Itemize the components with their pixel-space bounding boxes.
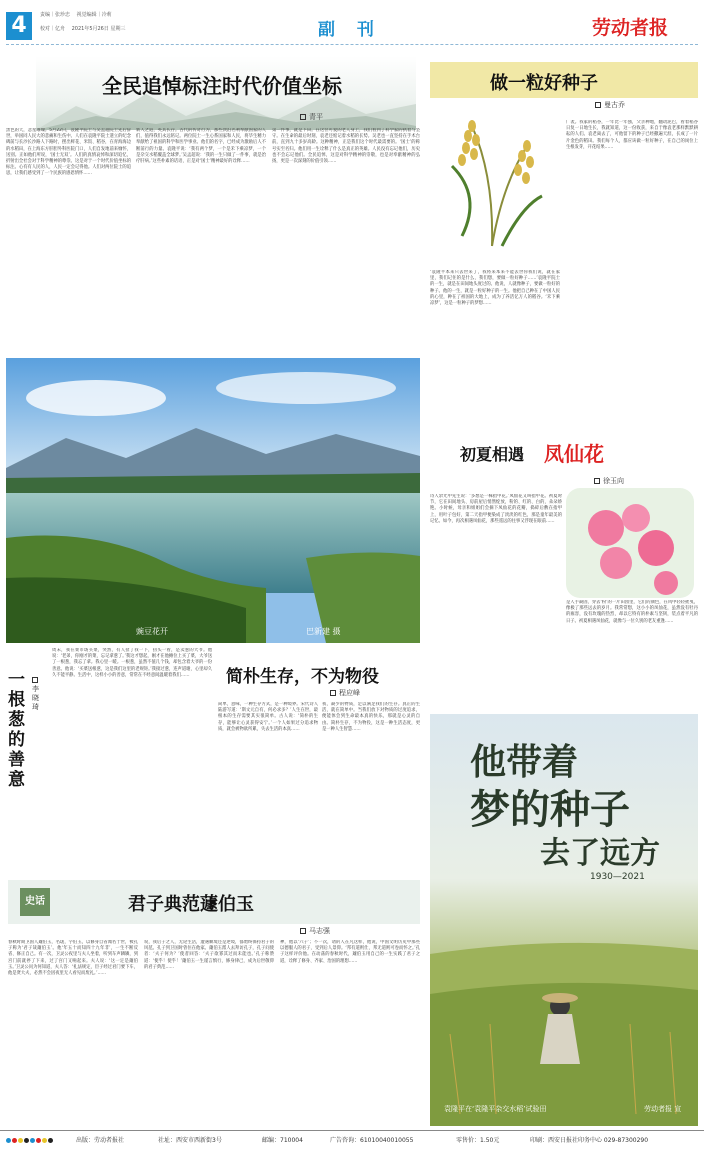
article2-col2: 广袤。我家的稻谷，一年比一年强，父亲种地，翻动泥巴，看着稻谷日复一日地生长，我就知道，这一份收获，来自于像袁老那样默默耕耘的人们。袁老离去了，可他留下的种子已经撒遍天涯，长成了一片片金色的稻田。我们每个人，都应该做一粒好种子，在自己的岗位上生根发芽，开花结果…… <box>566 120 698 150</box>
footer-postcode: 邮编：710004 <box>262 1137 303 1144</box>
article6-col1: 春秋时期卫国人蘧伯玉，名瑗，字伯玉，以修身自省闻名于世，被孔子称为‘君子哉蘧伯玉’。他‘年五十而知四十九年非’，一生不断反省、修正自己。有一次，卫灵公夜里与夫人坐着，听到车声辚辚，到宫门前就停了下来，过了宫门又响起来。夫人说：‘这一定是蘧伯玉。’卫灵公问为何知道，夫人答：‘礼法规定，臣子经过君门要下车，他是贤大夫，必然不会因夜里无人看见而废礼。’…… <box>8 940 138 977</box>
footer-price: 零售价：1.50元 <box>456 1137 500 1144</box>
article1-author: 青平 <box>309 113 323 121</box>
section-title: 副 刊 <box>318 20 382 40</box>
poster-line3: 去了远方 <box>540 836 660 871</box>
article3-author: 徐玉向 <box>603 477 624 485</box>
poster-credit: 劳动者报 宣 <box>644 1105 682 1113</box>
page-footer <box>0 1130 704 1152</box>
article3-col2: 是人手凝固，穿去‘粉’的一片田园里，它们的颜色，在风中轻轻摇曳，像极了那些远去的岁月。我常常想，这小小的凤仙花，虽然没有牡丹的雍容，没有玫瑰的热烈，却以它特有的朴素与坚韧，装点着平凡的日子。初夏相遇凤仙花，就像与一位久别的老友重逢…… <box>566 600 698 624</box>
article3-title-b: 凤仙花 <box>544 442 604 466</box>
article3-title-block <box>440 436 690 470</box>
article2-banner <box>430 62 698 98</box>
article1-col2: 新人之道，英其长存。古代的传奇行为，那些淡泊名利奉献国家的人们，值得我们永远铭记。两位院士一生心系国家和人民，将毕生精力奉献给了祖国的科学和医学事业。他们的名字，已经成为激励后人不断前行的力量。袁隆平说：‘我有两个梦，一个是禾下乘凉梦，一个是杂交水稻覆盖全球梦。’吴孟超说：‘我的一生只做了一件事，就是治疗肝病。’这些朴素的话语，正是对‘国士’精神最好的诠释…… <box>136 128 266 165</box>
article1-col1: 黑色的天，悲星璀璨。5月22日，袁隆平院士与吴孟超院士先后辞世，举国同人民大的悲痛和生伤中。人们在袁隆平院士遗立的纪念碑前与长沙长沙路人下路时，摆出鲜花、米饭、稻谷，在青海海边的水稻田，在上海东方肝胆外科医院门口，人们自发地前来缅怀，送别。正如他们所说，‘国士无双’。人们的真情哀悼和深切追忆，折射出全社会对于科学精神的尊崇。这是对于一个时代价值坐标的标注。心有有人民的人，人民一定会记得他。人们对两位院士的追思，让我们感受到了一个民族的感恩情怀…… <box>6 128 131 177</box>
article6-author: 马志强 <box>309 927 330 935</box>
page-number: 4 <box>6 12 32 40</box>
header-rule <box>6 44 698 45</box>
rice-illustration <box>432 96 552 256</box>
byline-box-icon <box>32 677 38 683</box>
tribute-poster <box>430 714 698 1126</box>
footer-phone: 广告咨询：61010040010055 <box>330 1137 414 1144</box>
paper-name: 劳动者报 <box>592 17 669 39</box>
flower-art <box>566 488 694 598</box>
lake-scene <box>6 358 420 643</box>
article2-title: 做一粒好种子 <box>490 73 598 94</box>
article4-title: 一根葱的善意 <box>8 670 25 790</box>
byline-box-icon <box>300 114 306 120</box>
poster-line1: 他带着 <box>470 741 579 783</box>
byline-box-icon <box>300 928 306 934</box>
article5-title: 简朴生存，不为物役 <box>226 667 379 687</box>
article4-author: 李晓琦 <box>32 685 39 711</box>
proof-date: 校对｜亿舟 2021年5月26日 星期三 <box>40 26 126 32</box>
article5-col2: 我，凝少的物质，足以满足我们的生存。真正的生活，就在简单中。当我们放下对物质的过度追求，便能体会到生命最本真的快乐，那就是心灵的自由。简朴生存，不为物役，这是一种生活态度，更是一种人生智慧…… <box>322 702 420 732</box>
poster-line2: 梦的种子 <box>470 786 630 833</box>
article5-byline <box>330 688 360 698</box>
byline-box-icon <box>330 690 336 696</box>
article1-banner <box>36 56 416 130</box>
article6-col3: 神，他以‘六子’；不一次，请的人在凡这样，他说，中国文明历史中那些以德服人的君子，受到后人景仰。‘邦有道则仕，邦无道则可卷而怀之。’孔子这样评价他。在动荡的春秋时代，蘧伯玉用自己的一生实践了君子之道，诠释了修身、齐家、治国的理想…… <box>280 940 420 964</box>
editor-credit: 责编｜张珍忠 视觉编辑｜冷莉 <box>40 12 112 18</box>
article5-author: 程应峰 <box>339 689 360 697</box>
byline-box-icon <box>594 478 600 484</box>
lake-photo <box>6 358 420 643</box>
article2-col1: ‘袁隆平本来只去世来了，我将来本来不能去世你我们说，就在家里，我们记住的是什么，我们想，要做一粒好种子……’袁隆平院士的一生，就是在田间地头度过的。他说，人就像种子，要做一粒好的种子。他的一生，就是一粒好种子的一生。他把自己种在了中国人民的心里，种在了祖国的大地上，成为了养活亿万人的稻谷。‘禾下乘凉梦’，这是一粒种子的梦想…… <box>430 270 560 307</box>
article6-col2: 说，我后子之人，无论生活，遭遇顺境还是逆境，都始终保持君子的风范。孔子到卫国时曾住在他家。蘧伯玉派人去拜访孔子，孔子问使者：‘夫子何为？’使者回答：‘夫子欲寡其过而未能也。’孔子称赞道：‘使乎！使乎！’蘧伯玉一生谨言慎行，修身律己，成为后世敬仰的君子典范…… <box>144 940 274 970</box>
poster-caption: 袁隆平在‘袁隆平杂交水稻’试验田 <box>444 1105 547 1113</box>
article2-author: 曼古乔 <box>604 101 625 109</box>
photo1-credit: 巴新建 摄 <box>306 627 341 636</box>
article2-byline <box>595 100 625 110</box>
poster-years: 1930—2021 <box>590 872 645 882</box>
article6-title: 君子典范蘧伯玉 <box>128 894 254 915</box>
photo1-caption: 豌豆花开 <box>136 627 168 636</box>
balsam-flower-photo <box>566 488 694 598</box>
article1-col3: 第一件事，就是下田。在这位可爱的老人身上，我们看到了科学家的执着与坚守。在生命的最后时刻，袁老还惦记着水稻的长势。吴老也一直坚持在手术台前，直到九十多岁高龄。这种精神，正是我们这个时代最需要的。‘国士’的称号实至名归。他们用一生诠释了什么是真正的英雄。人民没有忘记他们，历史也不会忘记他们。全民追悼，这是对科学精神的崇敬，也是对奉献精神的弘扬，更是一次深刻的价值引领…… <box>272 128 420 165</box>
history-tag: 史话 <box>20 888 50 916</box>
byline-box-icon <box>595 102 601 108</box>
article1-byline <box>300 112 323 122</box>
footer-publisher: 出版：劳动者报社 <box>76 1137 125 1144</box>
article3-byline <box>594 476 624 486</box>
article3-title-a: 初夏相遇 <box>460 445 525 464</box>
article1-title: 全民追悼标注时代价值坐标 <box>102 74 342 98</box>
article5-col1: 简单，意味，一种生存方式，是一种境界。宋代诗人陆游写道：‘斯文元自有，何必求多？’人生在世，最根本的生存需要其实很简单。古人说：‘简朴的生存，能够让心灵获得安宁。’一个人如果过分追求物质，就会被物欲所累，失去生活的本真…… <box>218 702 318 732</box>
field-scene <box>430 914 698 1126</box>
article4-byline <box>32 676 42 712</box>
article6-banner <box>8 880 420 924</box>
footer-address: 社址：西安市西新街3号 <box>158 1137 222 1144</box>
article4-col1: 周末，我在菜市场买菜，突然，有人扯了我一下，扭头一看，是卖葱的大爷。他说：‘老弟，你刚才的菜，忘记拿葱了。’我这才想起，刚才在他摊位上买了菜，大爷送了一根葱，我忘了拿。我心里一暖。一根葱，虽然不值几个钱，却包含着大爷的一份善意。他说：‘买菜送根葱，这是我们这里的老规矩。’我接过葱，连声道谢，心里却久久不能平静。生活中，这样小小的善意，常常在不经意间温暖着我们…… <box>52 648 212 678</box>
article3-col1: 诗人余光中先生说：‘多想是一株指甲花。’凤仙花又叫指甲花。初夏时节，它在田间地头、房前屋后悄然绽放，粉的、红的、白的，朵朵娇艳。小时候，母亲和姐姐们会摘下凤仙花的花瓣，捣碎后敷在指甲上，用叶子包好，第二天指甲便染成了淡淡的红色，那是童年最美的记忆。如今，再次相遇凤仙花，那些遥远的往事又浮现在眼前…… <box>430 494 562 524</box>
masthead <box>0 0 704 52</box>
footer-printer: 印刷：西安日报社印务中心 029-87300290 <box>530 1137 649 1144</box>
color-dots <box>6 1131 54 1151</box>
article6-byline <box>300 926 330 936</box>
